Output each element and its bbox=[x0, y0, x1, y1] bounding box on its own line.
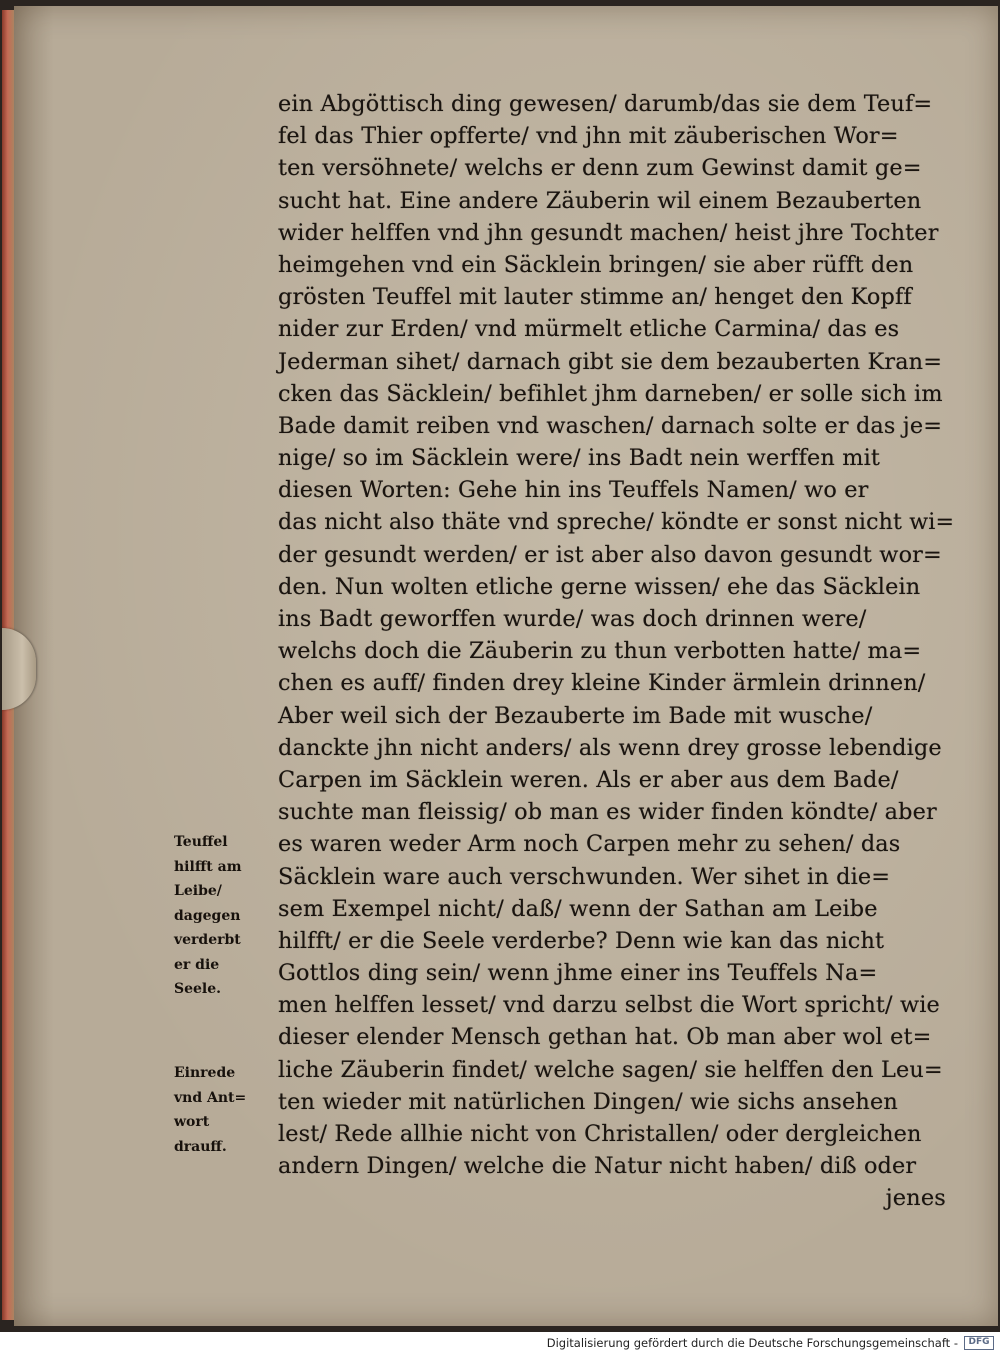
margin-note-line: Leibe/ bbox=[174, 883, 222, 899]
margin-note-line: Einrede bbox=[174, 1065, 236, 1081]
text-line: das nicht also thäte vnd spreche/ köndte er sonst nicht wi= bbox=[278, 509, 955, 536]
margin-note-line: dagegen bbox=[174, 907, 241, 924]
margin-note-line: er die bbox=[174, 956, 220, 973]
text-line: der gesundt werden/ er ist aber also davon gesundt wor= bbox=[278, 541, 942, 568]
margin-note-line: wort bbox=[174, 1114, 210, 1130]
text-line: men helffen lesset/ vnd darzu selbst die Wort spricht/ wie bbox=[278, 992, 940, 1019]
margin-note-devil-helps bbox=[174, 830, 242, 1002]
text-line: cken das Säcklein/ befihlet jhm darneben/ er solle sich im bbox=[278, 380, 943, 407]
footer-bar bbox=[0, 1332, 1000, 1355]
text-line: ins Badt geworffen wurde/ was doch drinnen were/ bbox=[278, 606, 867, 632]
margin-note-line: Teuffel bbox=[174, 834, 228, 850]
text-line: andern Dingen/ welche die Natur nicht haben/ diß oder bbox=[278, 1153, 917, 1180]
text-line: ten wieder mit natürlichen Dingen/ wie sichs ansehen bbox=[278, 1088, 898, 1115]
body-text-block bbox=[278, 88, 958, 1215]
text-line: lest/ Rede allhie nicht von Christallen/ oder dergleichen bbox=[278, 1121, 922, 1147]
text-line: nige/ so im Säcklein were/ ins Badt nein werffen mit bbox=[278, 445, 881, 472]
text-line: ten versöhnete/ welchs er denn zum Gewinst damit ge= bbox=[278, 155, 922, 182]
text-line: danckte jhn nicht anders/ als wenn drey grosse lebendige bbox=[278, 734, 942, 761]
text-line: es waren weder Arm noch Carpen mehr zu sehen/ das bbox=[278, 831, 901, 858]
text-line: wider helffen vnd jhn gesundt machen/ heist jhre Tochter bbox=[278, 219, 939, 246]
text-line: sem Exempel nicht/ daß/ wenn der Sathan am Leibe bbox=[278, 895, 878, 922]
text-line: den. Nun wolten etliche gerne wissen/ ehe das Säcklein bbox=[278, 573, 921, 600]
text-line: Gottlos ding sein/ wenn jhme einer ins Teuffels Na= bbox=[278, 960, 878, 987]
text-line: welchs doch die Zäuberin zu thun verbotten hatte/ ma= bbox=[278, 638, 922, 665]
text-line: Säcklein ware auch verschwunden. Wer sihet in die= bbox=[278, 863, 891, 890]
margin-note-line: vnd Ant= bbox=[174, 1089, 247, 1106]
text-line: Carpen im Säcklein weren. Als er aber aus dem Bade/ bbox=[278, 766, 899, 793]
text-line: dieser elender Mensch gethan hat. Ob man aber wol et= bbox=[278, 1024, 932, 1051]
funding-credit: Digitalisierung gefördert durch die Deutsche Forschungsgemeinschaft - bbox=[546, 1336, 958, 1350]
margin-note-line: drauff. bbox=[174, 1138, 227, 1155]
margin-note-line: verderbt bbox=[174, 932, 241, 948]
text-line: Bade damit reiben vnd waschen/ darnach solte er das je= bbox=[278, 412, 943, 439]
text-line: suchte man fleissig/ ob man es wider finden köndte/ aber bbox=[278, 799, 937, 826]
text-line: liche Zäuberin findet/ welche sagen/ sie helffen den Leu= bbox=[278, 1056, 943, 1083]
text-line: fel das Thier opfferte/ vnd jhn mit zäuberischen Wor= bbox=[278, 123, 899, 150]
text-line: Aber weil sich der Bezauberte im Bade mit wusche/ bbox=[278, 702, 873, 729]
text-line: nider zur Erden/ vnd mürmelt etliche Carmina/ das es bbox=[278, 316, 900, 343]
text-line: diesen Worten: Gehe hin ins Teuffels Namen/ wo er bbox=[278, 477, 869, 504]
text-line: hilfft/ er die Seele verderbe? Denn wie kan das nicht bbox=[278, 927, 885, 954]
catchword: jenes bbox=[885, 1185, 946, 1212]
text-line: sucht hat. Eine andere Zäuberin wil einem Bezauberten bbox=[278, 187, 922, 214]
text-line: ein Abgöttisch ding gewesen/ darumb/das sie dem Teuf= bbox=[278, 91, 933, 117]
dfg-logo: DFG bbox=[964, 1336, 994, 1350]
text-line: heimgehen vnd ein Säcklein bringen/ sie aber rüfft den bbox=[278, 251, 914, 278]
text-line: chen es auff/ finden drey kleine Kinder ärmlein drinnen/ bbox=[278, 670, 926, 697]
margin-note-line: hilfft am bbox=[174, 858, 242, 875]
text-line: grösten Teuffel mit lauter stimme an/ henget den Kopff bbox=[278, 284, 912, 311]
text-line: Jederman sihet/ darnach gibt sie dem bezauberten Kran= bbox=[278, 348, 943, 375]
margin-note-objection bbox=[174, 1061, 246, 1159]
margin-note-line: Seele. bbox=[174, 981, 222, 997]
